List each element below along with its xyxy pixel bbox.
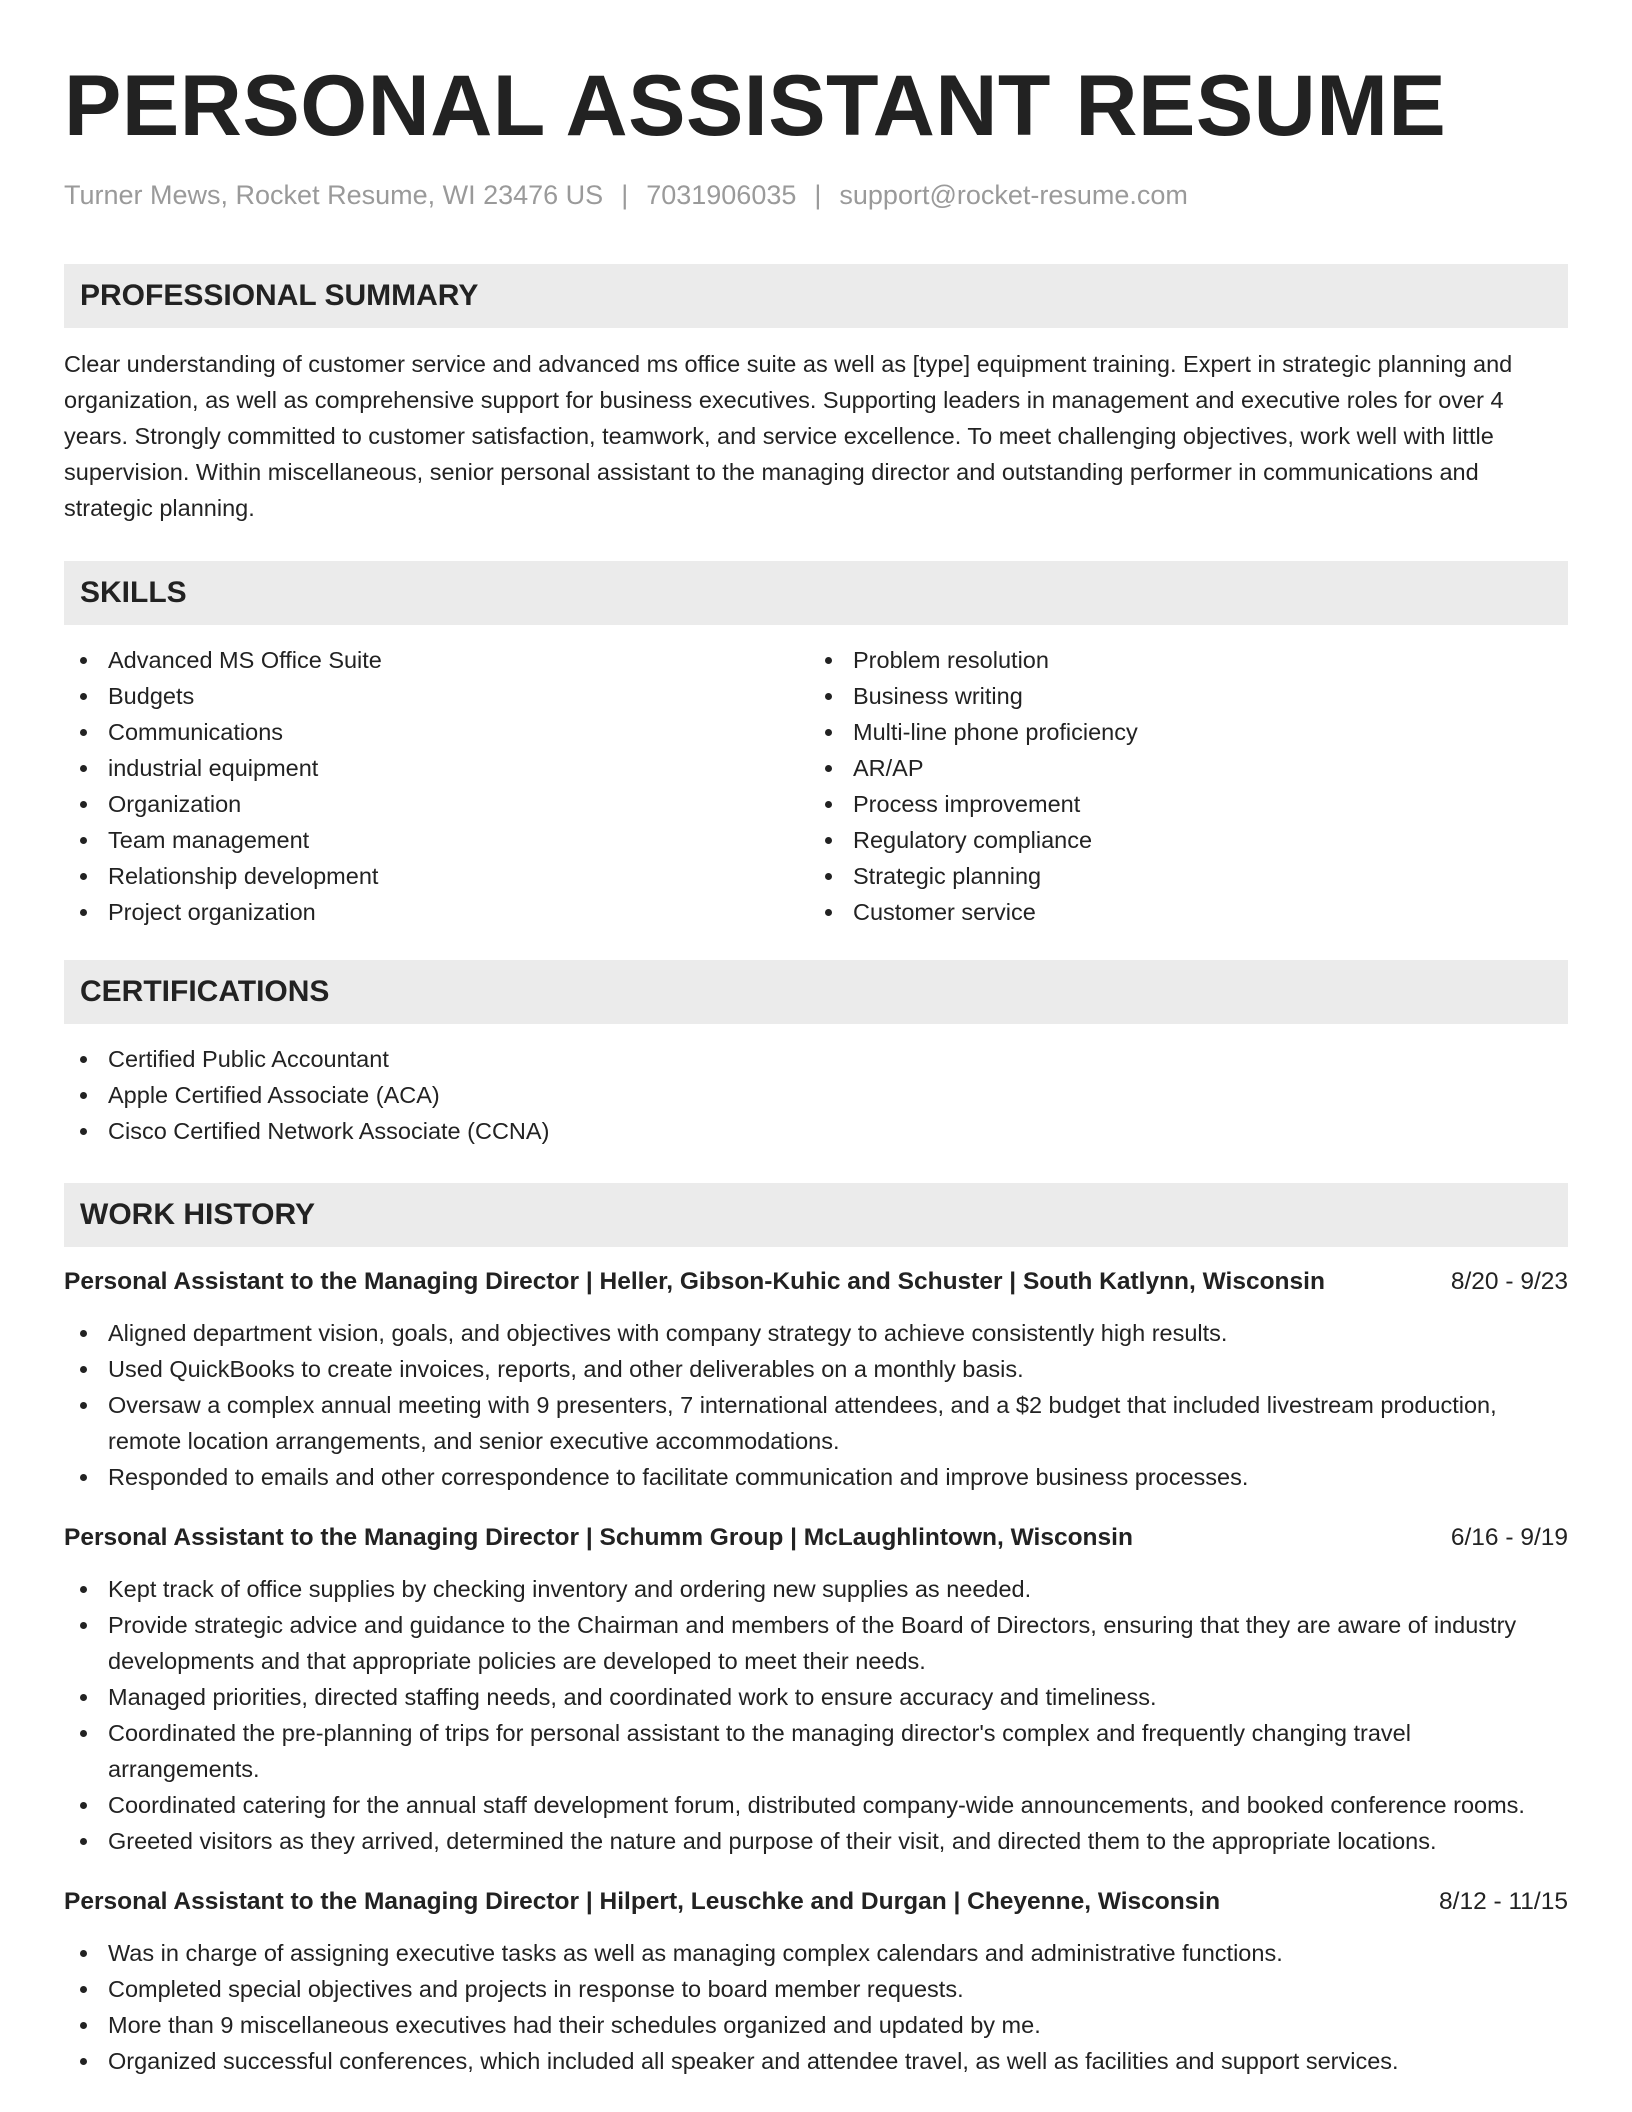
job-bullet: Greeted visitors as they arrived, determined the nature and purpose of their visit, and directed them to the appropriate locations.: [64, 1823, 1568, 1859]
contact-email: support@rocket-resume.com: [839, 180, 1188, 210]
skill-item: industrial equipment: [64, 750, 816, 786]
contact-line: [64, 178, 1568, 212]
section-header-skills: SKILLS: [64, 561, 1568, 625]
skills-list: [64, 642, 1568, 930]
skill-item: Business writing: [816, 678, 1568, 714]
job-bullet: Was in charge of assigning executive tasks as well as managing complex calendars and administrative functions.: [64, 1935, 1568, 1971]
summary-text: Clear understanding of customer service and advanced ms office suite as well as [type] equipment training. Expert in strategic planning and organization, as well as comprehensive support for business executives. Supporting leaders in management and executive roles for over 4 years. Strongly committed to customer satisfaction, teamwork, and service excellence. To meet challenging objectives, work well with little supervision. Within miscellaneous, senior personal assistant to the managing director and outstanding performer in communications and strategic planning.: [64, 351, 1513, 521]
contact-separator: |: [621, 180, 629, 210]
certifications-list: [64, 1041, 1568, 1149]
job-title: Personal Assistant to the Managing Director | Hilpert, Leuschke and Durgan | Cheyenne, Wisconsin: [64, 1888, 1221, 1915]
job-dates: 8/12 - 11/15: [1439, 1888, 1568, 1915]
job-title: Personal Assistant to the Managing Director | Schumm Group | McLaughlintown, Wisconsin: [64, 1524, 1133, 1551]
job-dates: 6/16 - 9/19: [1450, 1524, 1568, 1551]
skill-item: Regulatory compliance: [816, 822, 1568, 858]
skill-item: Relationship development: [64, 858, 816, 894]
job-bullet: Used QuickBooks to create invoices, reports, and other deliverables on a monthly basis.: [64, 1351, 1568, 1387]
job-bullet: Coordinated catering for the annual staff development forum, distributed company-wide announcements, and booked conference rooms.: [64, 1787, 1568, 1823]
skill-item: Budgets: [64, 678, 816, 714]
job-bullet: Completed special objectives and projects in response to board member requests.: [64, 1971, 1568, 2007]
contact-separator: |: [814, 180, 822, 210]
job-bullet: Managed priorities, directed staffing needs, and coordinated work to ensure accuracy and timeliness.: [64, 1679, 1568, 1715]
job-bullet: Kept track of office supplies by checking inventory and ordering new supplies as needed.: [64, 1571, 1568, 1607]
certification-item: Cisco Certified Network Associate (CCNA): [64, 1113, 1568, 1149]
section-header-work-history: WORK HISTORY: [64, 1183, 1568, 1247]
section-header-certifications: CERTIFICATIONS: [64, 960, 1568, 1024]
job-bullet: Provide strategic advice and guidance to the Chairman and members of the Board of Directors, ensuring that they are aware of industry developments and that appropriate policies are developed to meet their needs.: [64, 1607, 1568, 1679]
certification-item: Certified Public Accountant: [64, 1041, 1568, 1077]
skill-item: Organization: [64, 786, 816, 822]
job-entry: [64, 1521, 1568, 1859]
section-header-summary: PROFESSIONAL SUMMARY: [64, 264, 1568, 328]
resume-title: PERSONAL ASSISTANT RESUME: [64, 58, 1447, 154]
job-title-row: [64, 1265, 1568, 1299]
job-bullets: [64, 1315, 1568, 1495]
skill-item: Team management: [64, 822, 816, 858]
skill-item: Advanced MS Office Suite: [64, 642, 816, 678]
job-bullet: Responded to emails and other correspondence to facilitate communication and improve business processes.: [64, 1459, 1568, 1495]
skills-column-left: [64, 642, 816, 930]
skill-item: Strategic planning: [816, 858, 1568, 894]
skill-item: Customer service: [816, 894, 1568, 930]
job-title-row: [64, 1521, 1568, 1555]
job-bullet: Coordinated the pre-planning of trips for personal assistant to the managing director's complex and frequently changing travel arrangements.: [64, 1715, 1568, 1787]
job-dates: 8/20 - 9/23: [1450, 1268, 1568, 1295]
skills-column-right: [816, 642, 1568, 930]
job-bullet: Oversaw a complex annual meeting with 9 presenters, 7 international attendees, and a $2 budget that included livestream production, remote location arrangements, and senior executive accommodations.: [64, 1387, 1568, 1459]
job-bullets: [64, 1935, 1568, 2079]
job-bullet: Organized successful conferences, which included all speaker and attendee travel, as well as facilities and support services.: [64, 2043, 1568, 2079]
job-entry: [64, 1265, 1568, 1495]
skill-item: Problem resolution: [816, 642, 1568, 678]
skill-item: Project organization: [64, 894, 816, 930]
job-title: Personal Assistant to the Managing Director | Heller, Gibson-Kuhic and Schuster | South Katlynn, Wisconsin: [64, 1268, 1325, 1295]
job-bullet: Aligned department vision, goals, and objectives with company strategy to achieve consistently high results.: [64, 1315, 1568, 1351]
job-title-row: [64, 1885, 1568, 1919]
skill-item: Process improvement: [816, 786, 1568, 822]
certification-item: Apple Certified Associate (ACA): [64, 1077, 1568, 1113]
skill-item: Multi-line phone proficiency: [816, 714, 1568, 750]
job-bullets: [64, 1571, 1568, 1859]
skill-item: AR/AP: [816, 750, 1568, 786]
skill-item: Communications: [64, 714, 816, 750]
contact-address: Turner Mews, Rocket Resume, WI 23476 US: [64, 180, 604, 210]
job-entry: [64, 1885, 1568, 2079]
contact-phone: 7031906035: [646, 180, 797, 210]
job-bullet: More than 9 miscellaneous executives had their schedules organized and updated by me.: [64, 2007, 1568, 2043]
